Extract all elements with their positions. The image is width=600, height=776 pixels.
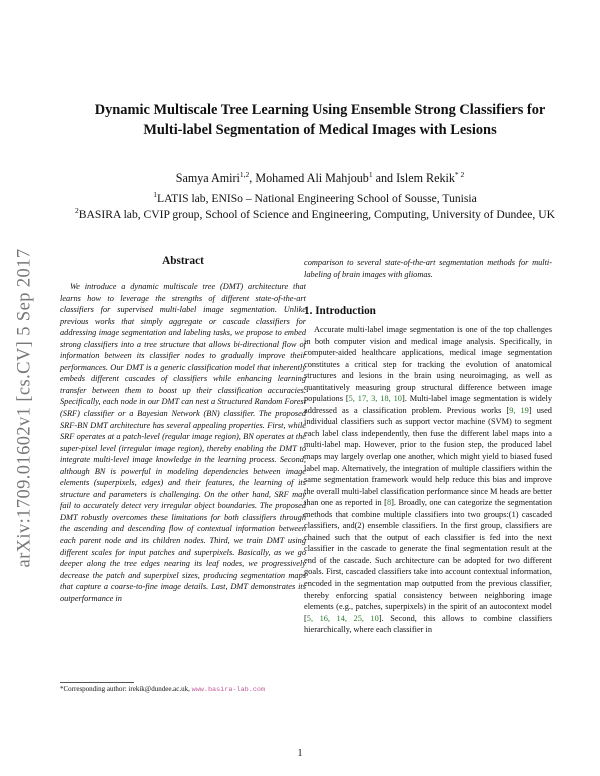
author-1-affiliation: 1,2 [239,170,250,179]
author-2: , Mohamed Ali Mahjoub [249,171,369,185]
affiliation-1-mark: 1 [153,190,157,199]
footnote [60,685,306,696]
abstract-heading: Abstract [162,255,204,267]
abstract-continuation [304,257,552,280]
footnote-divider [60,682,134,683]
intro-text-c: ] used individual classifiers such as support vector machine (SVM) to segment each label class independently, then fuse the different label maps into a multi-label map. However, prior to the fusion step, the produced label maps may largely overlap one another, which might yield to biased fused label map. Alternatively, the integration of multiple classifiers within the same segmentation framework would help reduce this bias and improve the overall multi-label classification performance since M heads are better than one as reported in [ [304,405,552,508]
intro-text-b: ]. Multi-label image segmentation is widely addressed as a classification problem. Previous works [ [304,394,553,415]
author-2-affiliation: 1 [368,170,373,179]
intro-text-a: Accurate multi-label image segmentation is one of the top challenges in both computer vision and medical image analysis. Specifically, in computer-aided healthcare applications, medical image segmentation constitutes a critical step for tracking the evolution of anatomical structures and lesions in the brain using neuroimaging, as well as quantitatively measuring group structural difference between image populations [ [304,325,552,404]
abstract-body [60,281,306,604]
footnote-url-link[interactable]: www.basira-lab.com [191,686,266,694]
citation-link[interactable]: 9, 19 [509,405,529,415]
intro-text-e: ]. Second, this allows to combine classifiers hierarchically, where each classifier in [304,613,552,635]
author-3: and Islem Rekik [372,171,455,185]
title-line-1: Dynamic Multiscale Tree Learning Using Ensemble Strong Classifiers for [94,102,546,118]
citation-link[interactable]: 8 [386,498,392,508]
affiliation-1 [30,192,600,205]
affiliation-2 [30,208,600,221]
citation-link[interactable]: 5, 16, 14, 25, 10 [306,613,379,623]
author-1: Samya Amiri [175,171,240,185]
arxiv-identifier: arXiv:1709.01602v1 [cs.CV] 5 Sep 2017 [14,248,35,568]
citation-link[interactable]: 5, 17, 3, 18, 10 [348,394,402,404]
arxiv-sidebar [14,248,36,568]
paper-title [60,100,580,140]
title-line-2: Multi-label Segmentation of Medical Images with Lesions [143,122,497,138]
introduction-body [304,324,552,636]
page-number: 1 [297,748,303,759]
intro-text-d: ]. Broadly, one can categorize the segmentation methods that combine multiple classifiers into two groups:(1) cascaded classifiers, and(2) ensemble classifiers. In the first group, classifiers are chained such that the output of each classifier is fed into the next classifier in the cascade to generate the final segmentation result at the end of the cascade. Such architecture can be adopted for two different goals. First, cascaded classifiers take into account contextual information, encoded in the segmentation map outputted from the previous classifier, thereby enforcing spatial consistency between neighboring image elements (e.g., patches, superpixels) in the spirit of an autocontext model [ [304,498,553,623]
author-3-affiliation: * 2 [454,170,465,179]
introduction-heading: 1. Introduction [304,305,376,317]
affiliation-2-text: BASIRA lab, CVIP group, School of Science and Engineering, Computing, University of Dundee, UK [78,208,555,221]
abstract-continuation-text: comparison to several state-of-the-art segmentation methods for multi-labeling of brain images with gliomas. [304,258,552,279]
affiliation-1-text: LATIS lab, ENISo – National Engineering School of Sousse, Tunisia [156,192,477,205]
abstract-text: We introduce a dynamic multiscale tree (DMT) architecture that learns how to leverage the strengths of different state-of-the-art classifiers for supervised multi-label image segmentation. Unlike previous works that simply aggregate or cascade classifiers for addressing image segmentation and labeling tasks, we propose to embed strong classifiers into a tree structure that allows bi-directional flow of information between its classifier nodes to gradually improve their performances. Our DMT is a generic classification model that inherently embeds different cascades of classifiers while enhancing learning transfer between them to boost up their classification accuracies. Specifically, each node in our DMT can nest a Structured Random Forest (SRF) classifier or a Bayesian Network (BN) classifier. The proposed SRF-BN DMT architecture has several appealing properties. First, while SRF operates at a patch-level (regular image region), BN operates at the super-pixel level (irregular image region), thereby enabling the DMT to integrate multi-level image knowledge in the learning process. Second, although BN is powerful in modeling dependencies between image elements (superpixels, edges) and their features, the learning of its structure and parameters is challenging. On the other hand, SRF may fail to accurately detect very irregular object boundaries. The proposed DMT robustly overcomes these limitations for both classifiers through the ascending and descending flow of contextual information between each parent node and its children nodes. Third, we train DMT using different scales for input patches and superpixels. Basically, as we go deeper along the tree edges nearing its leaf nodes, we progressively decrease the patch and superpixel sizes, producing segmentation maps that capture a coarse-to-fine image details. Last, DMT demonstrates its outperformance in [60,282,306,603]
affiliation-2-mark: 2 [75,206,79,215]
author-list [60,171,580,186]
footnote-text: *Corresponding author: irekik@dundee.ac.uk, [60,685,192,693]
introduction-paragraph [304,324,552,636]
